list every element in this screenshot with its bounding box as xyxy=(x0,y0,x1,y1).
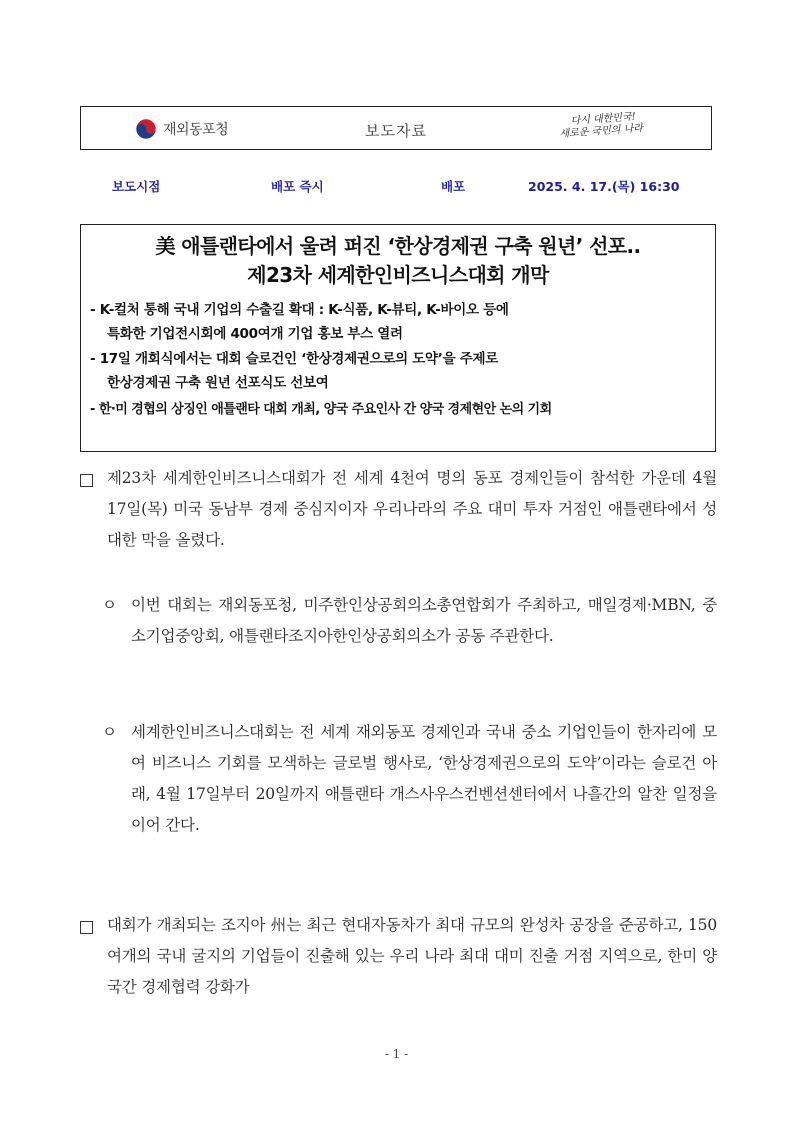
sub-bullet-marker: ㅇ xyxy=(102,596,117,614)
headline-title-line-2: 제23차 세계한인비즈니스대회 개막 xyxy=(247,263,549,287)
body-paragraph-2: 대회가 개최되는 조지아 州는 최근 현대자동차가 최대 규모의 완성차 공장을 준공하고, 150여개의 국내 굴지의 기업들이 진출해 있는 우리 나라 최대 대미 진출 거점 지역으로, 한미 양국간 경제협력 강화가 xyxy=(107,916,717,996)
document-type: 보도자료 xyxy=(365,122,427,140)
checkbox-bullet-icon xyxy=(80,921,93,934)
slogan-line-1: 다시 대한민국! xyxy=(570,111,637,128)
headline-summary-line: 한상경제권 구축 원년 선포식도 선보여 xyxy=(107,375,329,391)
checkbox-bullet-icon xyxy=(80,474,93,487)
page-number: - 1 - xyxy=(384,1047,409,1061)
release-date-value: 2025. 4. 17.(목) 16:30 xyxy=(528,179,680,194)
slogan-line-2: 새로운 국민의 나라 xyxy=(559,123,644,140)
headline-title-line-1: 美 애틀랜타에서 울려 퍼진 ‘한상경제권 구축 원년’ 선포.. xyxy=(155,234,641,258)
agency-name: 재외동포청 xyxy=(163,122,229,138)
headline-summary-line: 특화한 기업전시회에 400여개 기업 홍보 부스 열려 xyxy=(107,326,403,342)
headline-summary-line: - 한·미 경협의 상징인 애틀랜타 대회 개최, 양국 주요인사 간 양국 경제현안 논의 기회 xyxy=(90,402,552,417)
body-paragraph-1: 제23차 세계한인비즈니스대회가 전 세계 4천여 명의 동포 경제인들이 참석한 가운데 4월 17일(목) 미국 동남부 경제 중심지이자 우리나라의 주요 대미 투자 거점인 애틀랜타에서 성대한 막을 올렸다. xyxy=(107,469,717,549)
release-info-row xyxy=(0,177,793,193)
press-release-header xyxy=(80,106,712,150)
sub-bullet-marker: ㅇ xyxy=(102,723,117,741)
release-timing-value: 배포 즉시 xyxy=(271,179,324,194)
release-timing-label: 보도시점 xyxy=(112,179,161,194)
body-subparagraph-2: 세계한인비즈니스대회는 전 세계 재외동포 경제인과 국내 중소 기업인들이 한자리에 모여 비즈니스 기회를 모색하는 글로벌 행사로, ‘한상경제권으로의 도약’이라는 슬로건 아래, 4월 17일부터 20일까지 애틀랜타 개스사우스컨벤션센터에서 나흘간의 알찬 일정을 이어 간다. xyxy=(131,723,717,834)
headline-box xyxy=(80,224,716,452)
release-date-label: 배포 xyxy=(441,179,466,194)
body-subparagraph-1: 이번 대회는 재외동포청, 미주한인상공회의소총연합회가 주최하고, 매일경제·MBN, 중소기업중앙회, 애틀랜타조지아한인상공회의소가 공동 주관한다. xyxy=(131,596,717,645)
headline-summary-line: - 17일 개회식에서는 대회 슬로건인 ‘한상경제권으로의 도약’을 주제로 xyxy=(90,351,498,367)
headline-summary-line: - K-컬처 통해 국내 기업의 수출길 확대 : K-식품, K-뷰티, K-바이오 등에 xyxy=(90,302,509,318)
